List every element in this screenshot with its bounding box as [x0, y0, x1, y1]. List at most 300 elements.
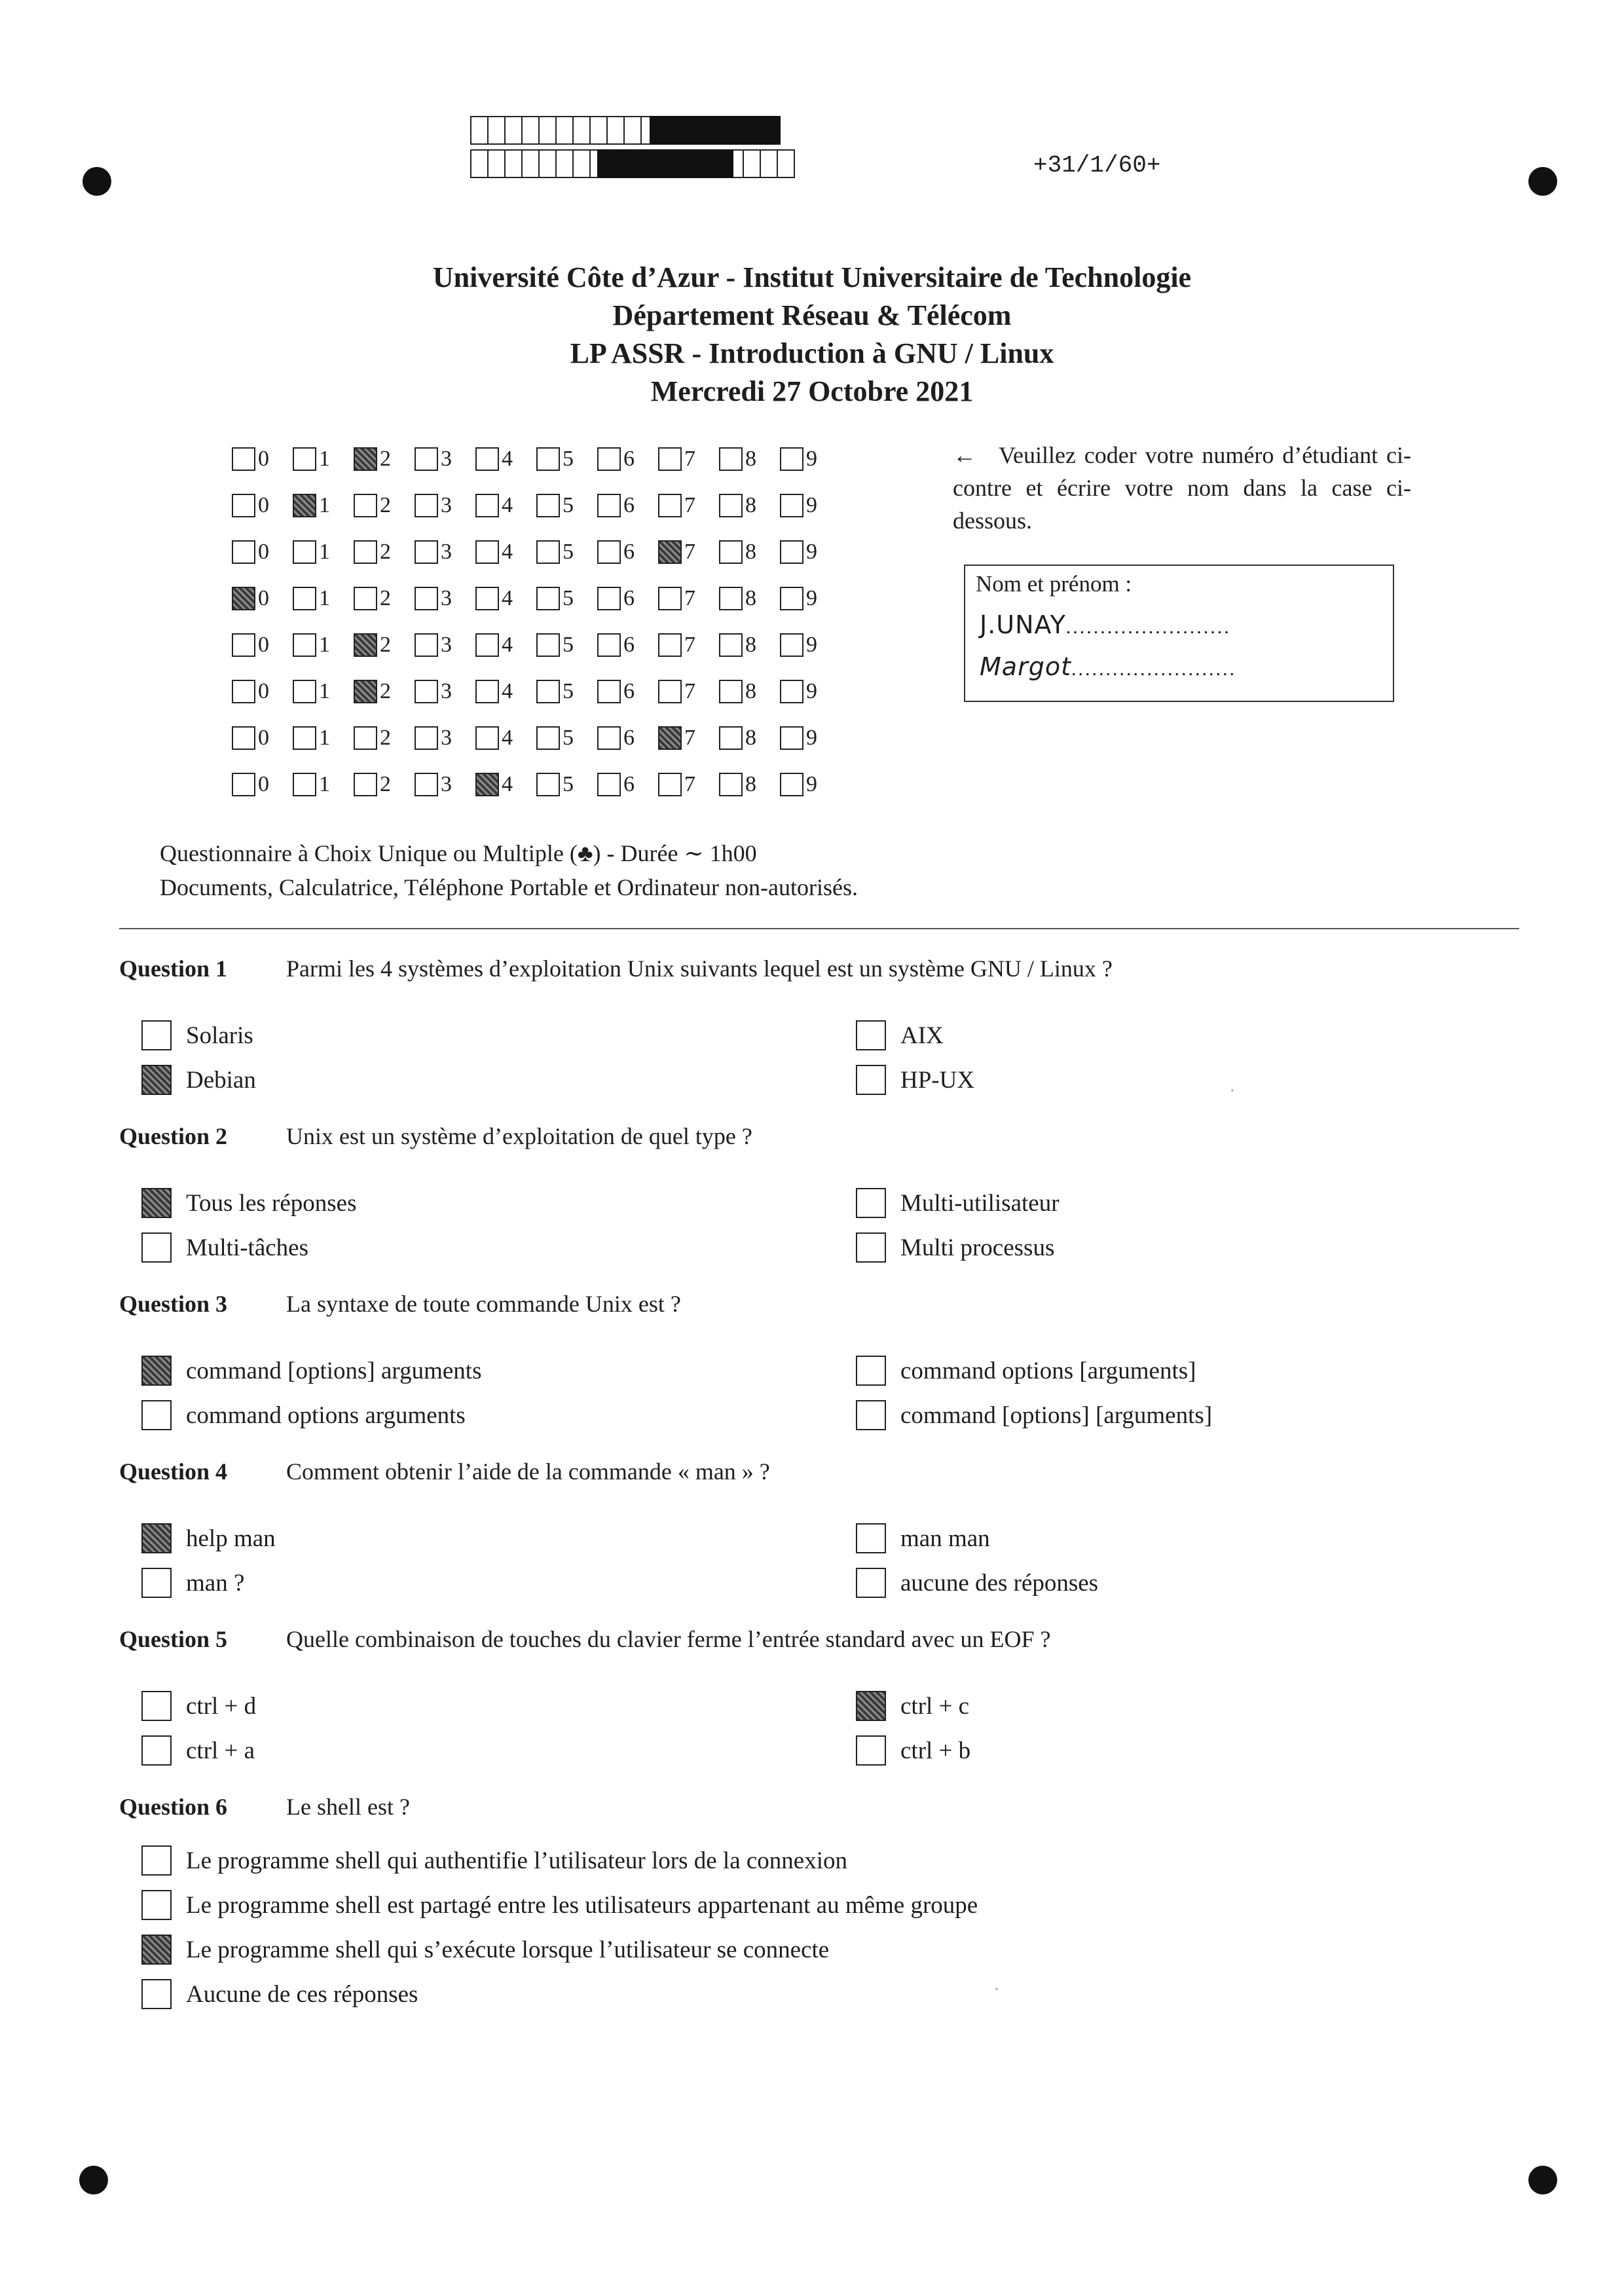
id-digit-label: 9	[806, 585, 817, 610]
answer-checkbox-checked[interactable]	[141, 1523, 172, 1553]
q4-choice[interactable]	[141, 1568, 244, 1598]
id-digit-cell	[475, 540, 536, 565]
id-digit-label: 0	[258, 632, 269, 657]
question-1-heading	[119, 955, 1113, 982]
id-row	[232, 482, 841, 528]
id-digit-label: 1	[319, 771, 330, 796]
id-checkbox[interactable]	[719, 680, 743, 703]
id-digit-label: 5	[563, 539, 574, 564]
name-box[interactable]	[964, 565, 1394, 702]
answer-checkbox[interactable]	[141, 1400, 172, 1430]
title-university: Université Côte d’Azur - Institut Universitaire de Technologie	[432, 261, 1192, 293]
id-digit-cell	[536, 493, 597, 518]
q1-choice[interactable]	[141, 1065, 256, 1095]
registration-mark-top-right	[1528, 167, 1557, 196]
id-digit-cell	[719, 540, 780, 565]
id-checkbox[interactable]	[354, 773, 377, 796]
id-digit-label: 5	[563, 771, 574, 796]
id-digit-cell	[232, 447, 293, 472]
id-digit-label: 3	[441, 678, 452, 703]
id-checkbox[interactable]	[232, 447, 255, 471]
id-digit-cell	[475, 633, 536, 657]
answer-checkbox-checked[interactable]	[856, 1691, 886, 1721]
id-digit-label: 6	[623, 678, 635, 703]
answer-checkbox[interactable]	[141, 1691, 172, 1721]
id-checkbox[interactable]	[597, 726, 621, 750]
paper-speck-1	[1231, 1089, 1234, 1092]
id-digit-cell	[536, 679, 597, 704]
id-checkbox[interactable]	[780, 726, 803, 750]
id-digit-cell	[780, 679, 841, 704]
answer-checkbox[interactable]	[856, 1232, 886, 1263]
section-divider	[119, 928, 1519, 929]
id-checkbox[interactable]	[780, 587, 803, 610]
question-5-heading	[119, 1625, 1051, 1653]
exam-info-line-1: Questionnaire à Choix Unique ou Multiple (♣) - Durée ∼ 1h00	[160, 840, 757, 866]
id-checkbox[interactable]	[232, 540, 255, 564]
id-checkbox[interactable]	[415, 726, 438, 750]
question-text: Unix est un système d’exploitation de quel type ?	[286, 1123, 752, 1149]
id-checkbox[interactable]	[354, 494, 377, 517]
choice-label: Multi processus	[900, 1234, 1055, 1261]
id-digit-label: 6	[623, 725, 635, 750]
last-name-dots: ........................	[1065, 616, 1231, 638]
id-digit-cell	[232, 772, 293, 797]
id-digit-label: 5	[563, 678, 574, 703]
choice-label: command [options] arguments	[186, 1357, 482, 1384]
answer-checkbox[interactable]	[141, 1890, 172, 1920]
id-checkbox[interactable]	[780, 773, 803, 796]
q5-choice[interactable]	[856, 1691, 969, 1721]
id-digit-cell	[780, 540, 841, 565]
id-digit-label: 0	[258, 771, 269, 796]
q3-choice[interactable]	[856, 1356, 1196, 1386]
question-3-heading	[119, 1290, 681, 1318]
answer-checkbox[interactable]	[141, 1568, 172, 1598]
id-checkbox[interactable]	[658, 494, 682, 517]
title-date: Mercredi 27 Octobre 2021	[650, 375, 974, 407]
id-digit-label: 7	[684, 539, 695, 564]
answer-checkbox[interactable]	[856, 1735, 886, 1766]
id-checkbox[interactable]	[475, 680, 499, 703]
id-row	[232, 575, 841, 621]
id-row	[232, 761, 841, 807]
id-digit-label: 8	[745, 539, 756, 564]
id-checkbox[interactable]	[293, 633, 316, 657]
id-checkbox[interactable]	[475, 540, 499, 564]
answer-checkbox[interactable]	[856, 1523, 886, 1553]
id-checkbox[interactable]	[536, 726, 560, 750]
first-name-line	[980, 652, 1236, 681]
id-checkbox[interactable]	[475, 494, 499, 517]
id-digit-cell	[719, 726, 780, 750]
id-digit-label: 3	[441, 585, 452, 610]
id-checkbox[interactable]	[597, 633, 621, 657]
question-label: Question 5	[119, 1626, 228, 1652]
answer-checkbox[interactable]	[856, 1568, 886, 1598]
id-checkbox[interactable]	[475, 587, 499, 610]
id-digit-cell	[658, 586, 719, 611]
id-digit-label: 5	[563, 492, 574, 517]
choice-label: Solaris	[186, 1022, 253, 1049]
id-checkbox[interactable]	[536, 680, 560, 703]
exam-info	[160, 836, 858, 904]
id-digit-cell	[293, 772, 354, 797]
id-digit-label: 8	[745, 771, 756, 796]
id-digit-cell	[780, 772, 841, 797]
name-box-label: Nom et prénom :	[976, 571, 1132, 597]
id-checkbox[interactable]	[597, 494, 621, 517]
id-digit-label: 7	[684, 771, 695, 796]
id-digit-label: 1	[319, 539, 330, 564]
id-checkbox[interactable]	[658, 587, 682, 610]
q3-choice[interactable]	[141, 1356, 481, 1386]
id-row	[232, 668, 841, 714]
id-digit-label: 7	[684, 632, 695, 657]
q3-choice[interactable]	[141, 1400, 466, 1430]
id-row	[232, 435, 841, 482]
id-checkbox[interactable]	[658, 773, 682, 796]
exam-info-line-2: Documents, Calculatrice, Téléphone Portable et Ordinateur non-autorisés.	[160, 874, 858, 900]
id-digit-cell	[780, 447, 841, 472]
id-digit-label: 9	[806, 539, 817, 564]
id-checkbox[interactable]	[719, 773, 743, 796]
id-checkbox[interactable]	[658, 633, 682, 657]
id-digit-cell	[293, 633, 354, 657]
answer-checkbox[interactable]	[141, 1979, 172, 2009]
id-digit-cell	[536, 586, 597, 611]
id-checkbox[interactable]	[475, 447, 499, 471]
id-checkbox[interactable]	[232, 726, 255, 750]
id-checkbox[interactable]	[293, 447, 316, 471]
id-checkbox-checked[interactable]	[293, 494, 316, 517]
id-digit-cell	[719, 679, 780, 704]
id-checkbox[interactable]	[354, 587, 377, 610]
id-digit-label: 0	[258, 539, 269, 564]
id-digit-label: 4	[502, 585, 513, 610]
id-digit-cell	[658, 633, 719, 657]
id-digit-cell	[475, 447, 536, 472]
id-digit-cell	[354, 493, 415, 518]
id-digit-cell	[536, 772, 597, 797]
id-checkbox[interactable]	[354, 540, 377, 564]
id-digit-label: 6	[623, 492, 635, 517]
id-digit-label: 8	[745, 725, 756, 750]
question-label: Question 4	[119, 1458, 228, 1485]
id-digit-cell	[780, 726, 841, 750]
id-checkbox-checked[interactable]	[354, 447, 377, 471]
choice-label: ctrl + b	[900, 1737, 971, 1764]
id-checkbox[interactable]	[780, 494, 803, 517]
question-text: Parmi les 4 systèmes d’exploitation Unix suivants lequel est un système GNU / Linux ?	[286, 955, 1113, 982]
choice-label: aucune des réponses	[900, 1569, 1099, 1597]
id-digit-label: 3	[441, 446, 452, 471]
answer-checkbox[interactable]	[856, 1020, 886, 1050]
id-checkbox[interactable]	[780, 540, 803, 564]
id-checkbox[interactable]	[597, 447, 621, 471]
q1-choice[interactable]	[856, 1065, 974, 1095]
question-text: La syntaxe de toute commande Unix est ?	[286, 1291, 681, 1317]
id-digit-label: 3	[441, 725, 452, 750]
id-checkbox[interactable]	[475, 726, 499, 750]
id-digit-cell	[658, 772, 719, 797]
id-checkbox[interactable]	[597, 773, 621, 796]
id-digit-cell	[354, 679, 415, 704]
id-checkbox[interactable]	[536, 633, 560, 657]
id-checkbox[interactable]	[780, 633, 803, 657]
answer-checkbox-checked[interactable]	[141, 1356, 172, 1386]
q6-choice[interactable]	[141, 1935, 829, 1965]
choice-label: Tous les réponses	[186, 1189, 357, 1217]
id-digit-cell	[597, 493, 658, 518]
id-checkbox[interactable]	[536, 447, 560, 471]
id-checkbox[interactable]	[597, 587, 621, 610]
id-digit-cell	[415, 679, 475, 704]
answer-checkbox[interactable]	[856, 1356, 886, 1386]
q2-choice[interactable]	[856, 1188, 1060, 1218]
answer-checkbox[interactable]	[141, 1735, 172, 1766]
id-checkbox[interactable]	[780, 447, 803, 471]
q6-choice[interactable]	[141, 1845, 847, 1876]
registration-mark-top-left	[83, 167, 111, 196]
id-digit-cell	[354, 633, 415, 657]
answer-checkbox-checked[interactable]	[141, 1188, 172, 1218]
id-checkbox-checked[interactable]	[354, 680, 377, 703]
id-digit-label: 4	[502, 446, 513, 471]
handwritten-first-name: Margot	[980, 652, 1071, 681]
id-checkbox-checked[interactable]	[232, 587, 255, 610]
id-digit-cell	[536, 540, 597, 565]
id-digit-cell	[658, 679, 719, 704]
id-digit-cell	[658, 493, 719, 518]
q5-choice[interactable]	[141, 1691, 256, 1721]
choice-label: Le programme shell est partagé entre les utilisateurs appartenant au même groupe	[186, 1891, 978, 1919]
id-digit-cell	[232, 633, 293, 657]
choice-label: man ?	[186, 1569, 245, 1597]
id-digit-cell	[354, 586, 415, 611]
id-checkbox[interactable]	[415, 540, 438, 564]
id-digit-label: 0	[258, 446, 269, 471]
id-digit-cell	[354, 447, 415, 472]
id-checkbox[interactable]	[354, 726, 377, 750]
answer-checkbox-checked[interactable]	[141, 1065, 172, 1095]
id-digit-label: 4	[502, 539, 513, 564]
registration-mark-bottom-right	[1528, 2166, 1557, 2194]
id-digit-label: 3	[441, 539, 452, 564]
id-digit-label: 0	[258, 492, 269, 517]
id-checkbox[interactable]	[232, 680, 255, 703]
question-4-heading	[119, 1458, 770, 1485]
id-checkbox[interactable]	[415, 494, 438, 517]
answer-checkbox[interactable]	[141, 1845, 172, 1876]
q2-choice[interactable]	[856, 1232, 1054, 1263]
id-digit-label: 7	[684, 678, 695, 703]
id-digit-cell	[415, 772, 475, 797]
id-digit-cell	[475, 679, 536, 704]
id-digit-label: 6	[623, 585, 635, 610]
id-row	[232, 714, 841, 761]
q1-choice[interactable]	[856, 1020, 944, 1050]
last-name-line	[980, 610, 1231, 639]
id-checkbox[interactable]	[719, 540, 743, 564]
id-checkbox[interactable]	[293, 587, 316, 610]
registration-mark-bottom-left	[79, 2166, 108, 2194]
choice-label: help man	[186, 1525, 276, 1552]
id-checkbox[interactable]	[293, 773, 316, 796]
id-checkbox[interactable]	[719, 494, 743, 517]
answer-checkbox-checked[interactable]	[141, 1935, 172, 1965]
id-digit-cell	[475, 493, 536, 518]
id-digit-label: 4	[502, 632, 513, 657]
id-checkbox-checked[interactable]	[354, 633, 377, 657]
id-digit-label: 1	[319, 678, 330, 703]
id-checkbox[interactable]	[293, 726, 316, 750]
question-text: Quelle combinaison de touches du clavier ferme l’entrée standard avec un EOF ?	[286, 1626, 1051, 1652]
id-digit-cell	[354, 772, 415, 797]
id-digit-label: 3	[441, 632, 452, 657]
id-digit-label: 7	[684, 585, 695, 610]
id-digit-cell	[293, 679, 354, 704]
id-checkbox[interactable]	[536, 587, 560, 610]
id-row	[232, 621, 841, 668]
q4-choice[interactable]	[856, 1568, 1098, 1598]
id-checkbox[interactable]	[415, 587, 438, 610]
id-checkbox[interactable]	[658, 680, 682, 703]
id-checkbox[interactable]	[719, 447, 743, 471]
id-digit-label: 1	[319, 632, 330, 657]
id-digit-cell	[293, 586, 354, 611]
id-checkbox[interactable]	[232, 494, 255, 517]
choice-label: ctrl + d	[186, 1692, 257, 1720]
q1-choice[interactable]	[141, 1020, 253, 1050]
id-row	[232, 528, 841, 575]
id-digit-cell	[475, 586, 536, 611]
answer-checkbox[interactable]	[141, 1232, 172, 1263]
id-checkbox-checked[interactable]	[475, 773, 499, 796]
id-digit-label: 9	[806, 632, 817, 657]
id-digit-label: 1	[319, 725, 330, 750]
id-checkbox[interactable]	[232, 633, 255, 657]
q4-choice[interactable]	[856, 1523, 990, 1553]
id-checkbox[interactable]	[719, 587, 743, 610]
id-digit-label: 9	[806, 446, 817, 471]
id-checkbox[interactable]	[780, 680, 803, 703]
id-digit-cell	[780, 586, 841, 611]
id-digit-cell	[658, 447, 719, 472]
id-digit-label: 7	[684, 725, 695, 750]
id-instructions	[953, 439, 1411, 537]
id-digit-cell	[597, 447, 658, 472]
id-checkbox[interactable]	[415, 447, 438, 471]
id-checkbox[interactable]	[536, 540, 560, 564]
id-checkbox-checked[interactable]	[658, 726, 682, 750]
id-digit-label: 9	[806, 492, 817, 517]
id-checkbox[interactable]	[536, 494, 560, 517]
q2-choice[interactable]	[141, 1232, 308, 1263]
choice-label: command [options] [arguments]	[900, 1401, 1213, 1429]
id-digit-cell	[597, 633, 658, 657]
q6-choice[interactable]	[141, 1979, 418, 2009]
q5-choice[interactable]	[141, 1735, 255, 1766]
id-digit-cell	[415, 493, 475, 518]
id-checkbox[interactable]	[293, 680, 316, 703]
id-checkbox[interactable]	[475, 633, 499, 657]
question-6-heading	[119, 1793, 410, 1821]
title-department: Département Réseau & Télécom	[612, 299, 1012, 331]
id-digit-cell	[658, 726, 719, 750]
q6-choice[interactable]	[141, 1890, 978, 1920]
id-digit-label: 3	[441, 771, 452, 796]
id-checkbox[interactable]	[597, 540, 621, 564]
id-digit-label: 0	[258, 725, 269, 750]
sheet-barcode-block-2	[597, 149, 733, 178]
choice-label: Debian	[186, 1066, 256, 1094]
id-digit-cell	[293, 493, 354, 518]
id-digit-label: 5	[563, 632, 574, 657]
id-digit-cell	[293, 540, 354, 565]
id-digit-label: 8	[745, 678, 756, 703]
id-checkbox[interactable]	[536, 773, 560, 796]
choice-label: command options [arguments]	[900, 1357, 1196, 1384]
id-digit-cell	[415, 633, 475, 657]
id-digit-cell	[719, 772, 780, 797]
id-checkbox[interactable]	[415, 633, 438, 657]
question-label: Question 2	[119, 1123, 228, 1149]
id-checkbox[interactable]	[658, 447, 682, 471]
answer-checkbox[interactable]	[856, 1188, 886, 1218]
answer-checkbox[interactable]	[856, 1400, 886, 1430]
id-digit-label: 5	[563, 585, 574, 610]
id-checkbox[interactable]	[719, 633, 743, 657]
id-checkbox[interactable]	[293, 540, 316, 564]
id-digit-label: 9	[806, 678, 817, 703]
q5-choice[interactable]	[856, 1735, 970, 1766]
answer-checkbox[interactable]	[856, 1065, 886, 1095]
id-checkbox[interactable]	[232, 773, 255, 796]
title-course: LP ASSR - Introduction à GNU / Linux	[570, 337, 1054, 369]
id-digit-label: 7	[684, 446, 695, 471]
q3-choice[interactable]	[856, 1400, 1212, 1430]
id-digit-label: 2	[380, 585, 391, 610]
id-checkbox-checked[interactable]	[658, 540, 682, 564]
answer-checkbox[interactable]	[141, 1020, 172, 1050]
id-digit-cell	[719, 586, 780, 611]
choice-label: Le programme shell qui s’exécute lorsque l’utilisateur se connecte	[186, 1936, 830, 1963]
choice-label: Multi-utilisateur	[900, 1189, 1060, 1217]
id-digit-cell	[597, 772, 658, 797]
id-digit-cell	[780, 493, 841, 518]
id-checkbox[interactable]	[415, 680, 438, 703]
id-digit-label: 6	[623, 539, 635, 564]
id-checkbox[interactable]	[597, 680, 621, 703]
id-digit-label: 9	[806, 725, 817, 750]
choice-label: command options arguments	[186, 1401, 466, 1429]
id-digit-label: 1	[319, 585, 330, 610]
question-label: Question 6	[119, 1794, 228, 1820]
id-digit-cell	[232, 586, 293, 611]
id-digit-label: 6	[623, 771, 635, 796]
q4-choice[interactable]	[141, 1523, 276, 1553]
q2-choice[interactable]	[141, 1188, 356, 1218]
id-checkbox[interactable]	[719, 726, 743, 750]
choice-label: ctrl + a	[186, 1737, 255, 1764]
id-digit-label: 2	[380, 492, 391, 517]
id-digit-label: 7	[684, 492, 695, 517]
id-digit-label: 4	[502, 492, 513, 517]
id-checkbox[interactable]	[415, 773, 438, 796]
id-digit-label: 8	[745, 446, 756, 471]
id-digit-cell	[597, 540, 658, 565]
